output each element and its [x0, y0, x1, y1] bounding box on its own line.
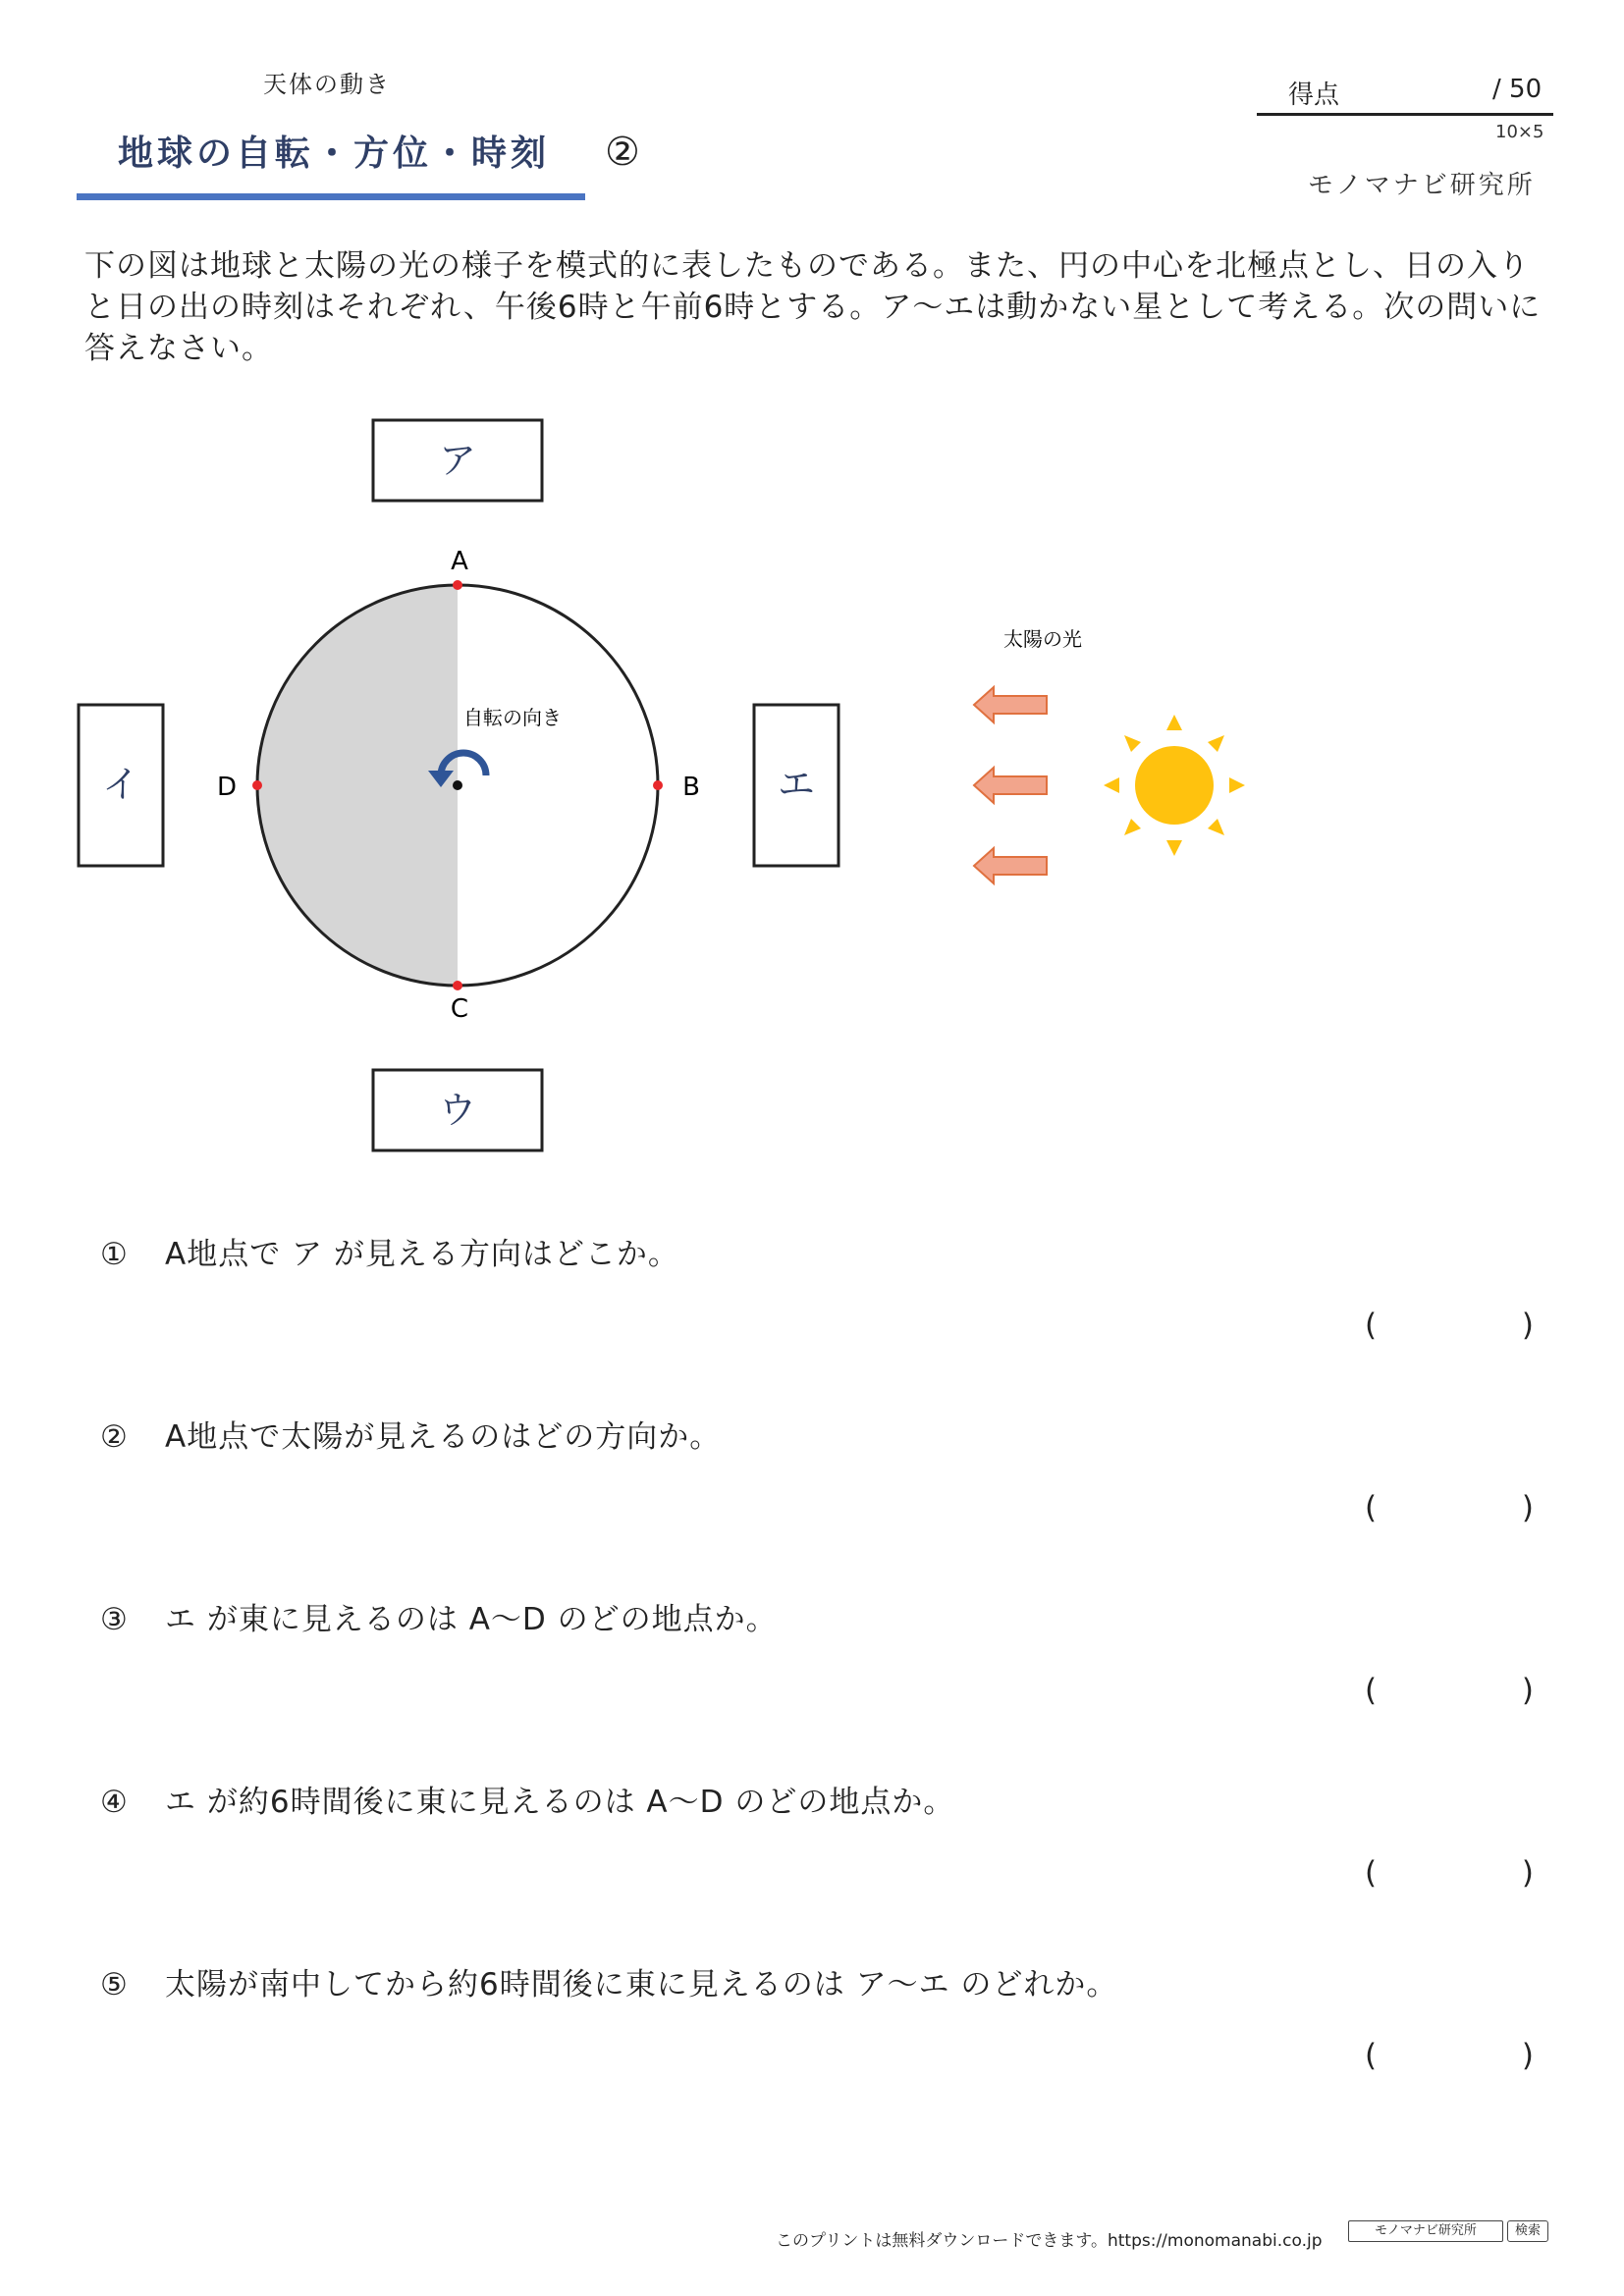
question-number: ⑤: [100, 1967, 129, 2002]
question-2: [100, 1412, 721, 1456]
question-5: [100, 1959, 1117, 2003]
star-label-a: ア: [438, 439, 477, 482]
paren-open: (: [1365, 1855, 1378, 1891]
paren-close: ): [1521, 1855, 1534, 1891]
worksheet-number: ②: [605, 130, 644, 175]
subject-label: 天体の動き: [263, 71, 391, 98]
answer-blank[interactable]: [1377, 1308, 1522, 1343]
sun-icon: [1104, 715, 1245, 856]
paren-close: ): [1521, 1308, 1534, 1343]
question-number: ④: [100, 1785, 129, 1820]
paren-open: (: [1365, 2038, 1378, 2073]
worksheet-title: [118, 126, 644, 176]
point-a-label: A: [451, 547, 468, 576]
light-arrow-1-icon: [974, 687, 1047, 722]
question-number: ③: [100, 1602, 129, 1637]
question-text: エ が東に見えるのは A～D のどの地点か。: [165, 1602, 778, 1637]
paren-open: (: [1365, 1308, 1378, 1343]
north-pole-dot: [453, 780, 462, 790]
answer-blank[interactable]: [1377, 1490, 1522, 1525]
sunlight-label: 太陽の光: [1003, 627, 1082, 651]
question-number: ②: [100, 1419, 129, 1455]
score-max: / 50: [1492, 75, 1543, 104]
rotation-label: 自転の向き: [463, 706, 562, 729]
footer-search-button[interactable]: 検索: [1507, 2220, 1548, 2242]
question-text: A地点で太陽が見えるのはどの方向か。: [165, 1419, 722, 1455]
score-line: [1257, 113, 1553, 116]
question-1: [100, 1229, 679, 1273]
point-c-marker: [453, 981, 462, 990]
brand-logo: モノマナビ研究所: [1308, 171, 1536, 200]
answer-blank[interactable]: [1377, 1673, 1522, 1708]
night-side: [257, 585, 458, 986]
question-text: A地点で ア が見える方向はどこか。: [165, 1237, 679, 1272]
point-b-label: B: [682, 773, 700, 802]
point-a-marker: [453, 580, 462, 590]
star-label-e: エ: [777, 763, 816, 806]
paren-open: (: [1365, 1490, 1378, 1525]
paren-close: ): [1521, 1490, 1534, 1525]
answer-1: [1365, 1308, 1534, 1343]
question-4: [100, 1777, 954, 1821]
paren-open: (: [1365, 1673, 1378, 1708]
point-d-label: D: [216, 773, 238, 802]
answer-3: [1365, 1673, 1534, 1708]
question-text: エ が約6時間後に東に見えるのは A～D のどの地点か。: [165, 1785, 955, 1820]
answer-5: [1365, 2038, 1534, 2073]
star-label-u: ウ: [438, 1089, 477, 1132]
title-underline: [77, 193, 585, 200]
star-label-i: イ: [101, 763, 140, 806]
paren-close: ): [1521, 1673, 1534, 1708]
answer-2: [1365, 1490, 1534, 1525]
footer-text: このプリントは無料ダウンロードできます。https://monomanabi.co.jp: [776, 2231, 1323, 2251]
answer-blank[interactable]: [1377, 2038, 1522, 2073]
intro-text: 下の図は地球と太陽の光の様子を模式的に表したものである。また、円の中心を北極点とし、日の入りと日の出の時刻はそれぞれ、午後6時と午前6時とする。ア～エは動かない星として考える。次の問いに答えなさい。: [84, 248, 1542, 366]
point-b-marker: [653, 780, 663, 790]
light-arrows: [974, 687, 1047, 883]
answer-4: [1365, 1855, 1534, 1891]
footer-search-box[interactable]: モノマナビ研究所: [1348, 2220, 1503, 2242]
question-number: ①: [100, 1237, 129, 1272]
score-label: 得点: [1288, 80, 1340, 110]
title-text: 地球の自転・方位・時刻: [118, 133, 551, 174]
question-text: 太陽が南中してから約6時間後に東に見えるのは ア～エ のどれか。: [165, 1967, 1118, 2002]
question-3: [100, 1594, 778, 1638]
answer-blank[interactable]: [1377, 1855, 1522, 1891]
earth-diagram: [0, 393, 1624, 1178]
point-c-label: C: [450, 994, 469, 1024]
paren-close: ): [1521, 2038, 1534, 2073]
light-arrow-2-icon: [974, 768, 1047, 803]
point-d-marker: [252, 780, 262, 790]
score-detail: 10×5: [1495, 122, 1544, 142]
light-arrow-3-icon: [974, 848, 1047, 883]
